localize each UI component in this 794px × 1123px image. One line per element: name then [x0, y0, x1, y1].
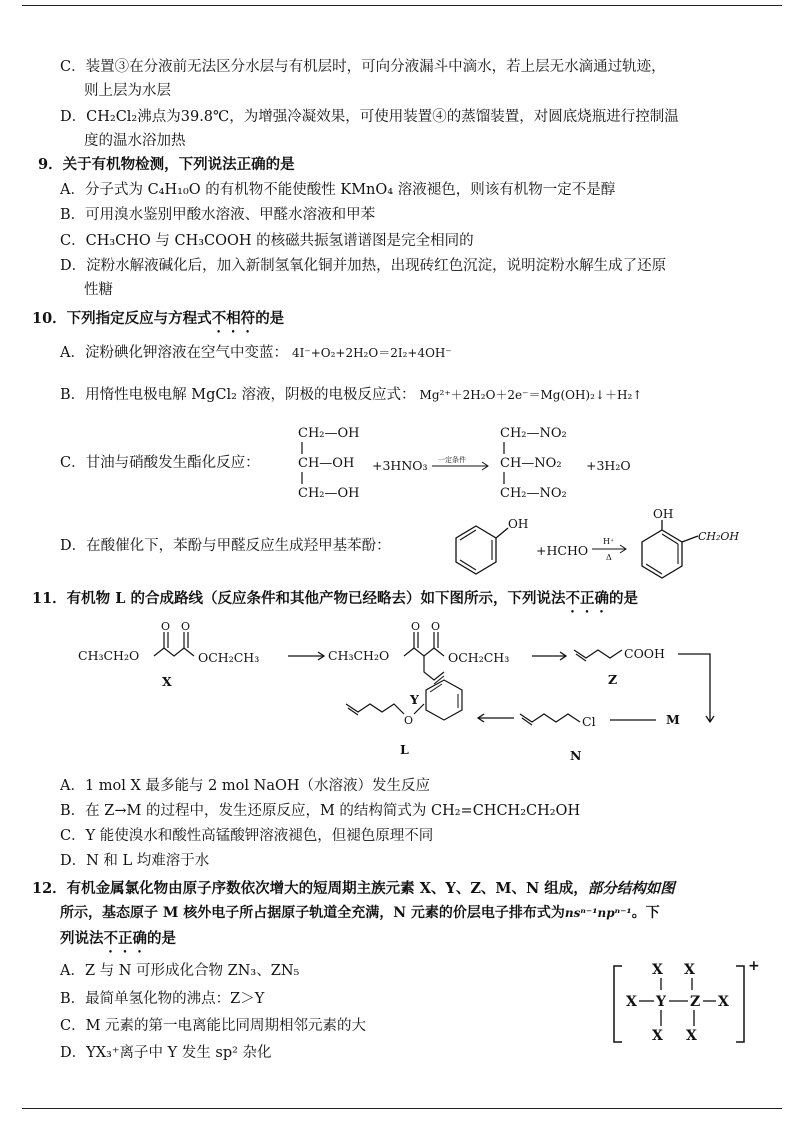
q12-structure-diagram: [608, 954, 784, 1054]
q12-stem-line1: 12．有机金属氯化物由原子序数依次增大的短周期主族元素 X、Y、Z、M、N 组成，部分结构如图: [32, 880, 675, 897]
label-n: N: [570, 748, 582, 763]
nitrate-ch2no2-top: CH₂—NO₂: [500, 426, 567, 441]
q9-option-d-cont: 性糖: [84, 282, 113, 298]
q10-a-equation: 4I⁻+O₂+2H₂O＝2I₂+4OH⁻: [291, 346, 452, 360]
q10-option-d-text: D．在酸催化下，苯酚与甲醛反应生成羟甲基苯酚：: [60, 538, 391, 554]
nitrate-chno2: CH—NO₂: [500, 456, 562, 471]
q8-option-c-cont: 则上层为水层: [84, 83, 171, 99]
glycerol-ch2oh-bottom: CH₂—OH: [298, 486, 360, 501]
struct-x-bottom-right: X: [686, 1028, 697, 1044]
q11-option-d: D．N 和 L 均难溶于水: [60, 853, 210, 869]
q12-stem-line2: 所示，基态原子 M 核外电子所占据原子轨道全充满，N 元素的价层电子排布式为nsⁿ⁻¹npⁿ⁻¹。下: [60, 905, 660, 921]
nitrate-ch2no2-bottom: CH₂—NO₂: [500, 486, 567, 501]
phenol-structure: [456, 517, 528, 574]
q10-option-b: B．用惰性电极电解 MgCl₂ 溶液，阴极的电极反应式： Mg²⁺＋2H₂O＋2e⁻＝Mg(OH)₂↓＋H₂↑: [60, 387, 643, 403]
q11-option-a: A．1 mol X 最多能与 2 mol NaOH（水溶液）发生反应: [60, 778, 430, 794]
struct-z: Z: [690, 994, 701, 1010]
q12-option-b: B．最简单氢化物的沸点：Z＞Y: [60, 991, 265, 1007]
q9-option-d: D．淀粉水解液碱化后，加入新制氢氧化铜并加热，出现砖红色沉淀，说明淀粉水解生成了还原: [60, 258, 667, 274]
q11-option-b: B．在 Z→M 的过程中，发生还原反应，M 的结构简式为 CH₂=CHCH₂CH₂OH: [60, 803, 581, 819]
q10-option-c-text: C．甘油与硝酸发生酯化反应：: [60, 455, 260, 471]
q11-stem: 11．有机物 L 的合成路线（反应条件和其他产物已经略去）如下图所示，下列说法不正确的是: [32, 590, 638, 607]
q10-option-a: A．淀粉碘化钾溶液在空气中变蓝： 4I⁻+O₂+2H₂O＝2I₂+4OH⁻: [60, 345, 452, 361]
q10-b-equation: Mg²⁺＋2H₂O＋2e⁻＝Mg(OH)₂↓＋H₂↑: [419, 388, 643, 402]
water-product: +3H₂O: [586, 458, 631, 473]
glycerol-choh: CH—OH: [298, 456, 355, 471]
q10-d-equation: [440, 508, 750, 584]
reaction-condition: 一定条件: [438, 456, 466, 464]
struct-x-bottom-left: X: [652, 1028, 663, 1044]
label-z: Z: [608, 672, 618, 687]
compound-l: [346, 680, 462, 757]
q8-option-d-cont: 度的温水浴加热: [84, 133, 186, 149]
compound-z: [574, 646, 665, 687]
q11-option-c: C．Y 能使溴水和酸性高锰酸钾溶液褪色，但褪色原理不同: [60, 828, 434, 844]
q12-option-c: C．M 元素的第一电离能比同周期相邻元素的大: [60, 1018, 367, 1034]
q10-stem: 10．下列指定反应与方程式不相符的是: [32, 310, 285, 327]
q12-stem-line3: 列说法不正确的是: [60, 930, 176, 947]
x-carbonyl-o1: O: [161, 620, 171, 633]
x-carbonyl-o2: O: [181, 620, 191, 633]
y-carbonyl-o1: O: [411, 620, 421, 633]
q12-option-a: A．Z 与 N 可形成化合物 ZN₃、ZN₅: [60, 963, 300, 979]
struct-x-right: X: [718, 994, 729, 1010]
q9-option-a: A．分子式为 C₄H₁₀O 的有机物不能使酸性 KMnO₄ 溶液褪色，则该有机物一定不是醇: [60, 182, 616, 198]
y-carbonyl-o2: O: [431, 620, 441, 633]
struct-x-top-left: X: [652, 962, 663, 978]
nitric-acid: +3HNO₃: [372, 458, 428, 473]
q11-synthesis-route: [70, 614, 730, 772]
formaldehyde: +HCHO: [536, 543, 589, 558]
q9-option-b: B．可用溴水鉴别甲酸水溶液、甲醛水溶液和甲苯: [60, 207, 376, 223]
q8-option-d: D．CH₂Cl₂沸点为39.8℃，为增强冷凝效果，可使用装置④的蒸馏装置，对圆底烧瓶进行控制温: [60, 109, 679, 125]
q9-option-c: C．CH₃CHO 与 CH₃COOH 的核磁共振氢谱谱图是完全相同的: [60, 233, 474, 249]
struct-x-top-right: X: [684, 962, 695, 978]
q8-option-c: C．装置③在分液前无法区分水层与有机层时，可向分液漏斗中滴水，若上层无水滴通过轨迹，: [60, 59, 666, 75]
struct-x-left: X: [626, 994, 637, 1010]
glycerol-ch2oh-top: CH₂—OH: [298, 426, 360, 441]
hydroxymethylphenol-structure: [642, 508, 739, 578]
label-l: L: [400, 742, 409, 757]
q12-option-d: D．YX₃⁺离子中 Y 发生 sp² 杂化: [60, 1045, 272, 1061]
y-right-group: OCH₂CH₃: [448, 650, 510, 665]
product-ch2oh: CH₂OH: [698, 530, 740, 543]
compound-x: [78, 620, 259, 689]
bottom-rule: [22, 1108, 782, 1109]
heat-condition: Δ: [606, 553, 612, 562]
product-oh: OH: [653, 508, 674, 521]
compound-n: [520, 714, 596, 763]
acid-catalyst: H⁺: [603, 537, 615, 546]
phenol-oh: OH: [508, 517, 529, 531]
n-cl: Cl: [582, 714, 596, 729]
compound-y: [328, 620, 509, 707]
label-m: M: [666, 712, 680, 727]
x-right-group: OCH₂CH₃: [198, 650, 260, 665]
l-ether-o: O: [404, 714, 414, 727]
z-cooh: COOH: [624, 646, 665, 661]
x-left-group: CH₃CH₂O: [78, 648, 140, 663]
q9-stem: 9．关于有机物检测，下列说法正确的是: [38, 156, 295, 173]
q10-c-equation: [288, 416, 648, 512]
struct-y: Y: [656, 994, 666, 1010]
structure-charge: +: [748, 958, 760, 974]
label-y: Y: [410, 692, 419, 707]
label-x: X: [162, 674, 172, 689]
top-rule: [22, 5, 782, 6]
y-left-group: CH₃CH₂O: [328, 648, 390, 663]
